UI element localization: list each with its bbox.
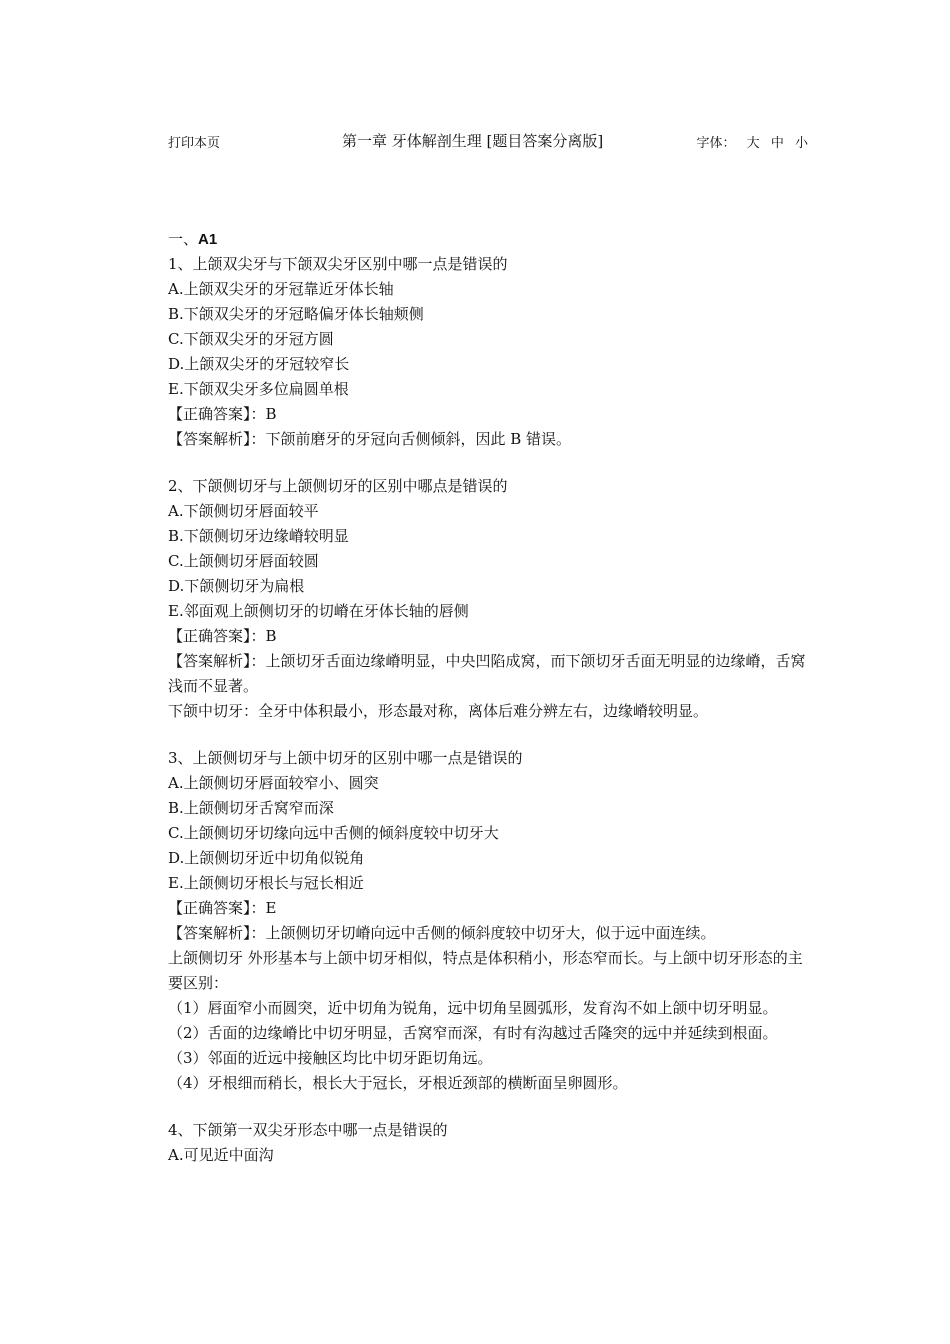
font-large-link[interactable]: 大 bbox=[746, 136, 760, 151]
answer-option: B.上颌侧切牙舌窝窄而深 bbox=[168, 799, 334, 817]
answer-analysis: 上颌侧切牙 外形基本与上颌中切牙相似，特点是体积稍小，形态窄而长。与上颌中切牙形态的主要区别： bbox=[168, 949, 803, 992]
question-block bbox=[168, 474, 810, 724]
answer-option: E.上颌侧切牙根长与冠长相近 bbox=[168, 874, 364, 892]
answer-option: A.可见近中面沟 bbox=[168, 1146, 274, 1164]
question-stem: 4、下颌第一双尖牙形态中哪一点是错误的 bbox=[168, 1121, 448, 1139]
answer-analysis: （4）牙根细而稍长，根长大于冠长，牙根近颈部的横断面呈卵圆形。 bbox=[168, 1074, 628, 1092]
correct-answer: 【正确答案】：E bbox=[168, 899, 277, 917]
answer-option: A.下颌侧切牙唇面较平 bbox=[168, 502, 319, 520]
answer-analysis: 【答案解析】：下颌前磨牙的牙冠向舌侧倾斜，因此 B 错误。 bbox=[168, 430, 572, 448]
question-stem: 2、下颌侧切牙与上颌侧切牙的区别中哪点是错误的 bbox=[168, 477, 508, 495]
question-block bbox=[168, 746, 810, 1096]
question-block bbox=[168, 1118, 810, 1168]
answer-analysis: （2）舌面的边缘嵴比中切牙明显，舌窝窄而深，有时有沟越过舌隆突的远中并延续到根面。 bbox=[168, 1024, 778, 1042]
answer-analysis: 【答案解析】：上颌切牙舌面边缘嵴明显，中央凹陷成窝，而下颌切牙舌面无明显的边缘嵴，舌窝浅而不显著。 bbox=[168, 652, 806, 695]
font-medium-link[interactable]: 中 bbox=[770, 136, 784, 151]
answer-option: B.下颌双尖牙的牙冠略偏牙体长轴颊侧 bbox=[168, 305, 424, 323]
document-title: 第一章 牙体解剖生理 [题目答案分离版] bbox=[342, 132, 604, 150]
answer-option: D.上颌侧切牙近中切角似锐角 bbox=[168, 849, 365, 867]
print-page-link[interactable]: 打印本页 bbox=[168, 136, 221, 151]
font-small-link[interactable]: 小 bbox=[794, 136, 808, 151]
answer-analysis: 下颌中切牙：全牙中体积最小，形态最对称，离体后难分辨左右，边缘嵴较明显。 bbox=[168, 702, 709, 720]
answer-analysis: 【答案解析】：上颌侧切牙切嵴向远中舌侧的倾斜度较中切牙大，似于远中面连续。 bbox=[168, 924, 716, 942]
font-size-label: 字体： bbox=[696, 136, 736, 151]
question-stem: 3、上颌侧切牙与上颌中切牙的区别中哪一点是错误的 bbox=[168, 749, 523, 767]
answer-option: D.上颌双尖牙的牙冠较窄长 bbox=[168, 355, 350, 373]
correct-answer: 【正确答案】：B bbox=[168, 405, 277, 423]
answer-option: A.上颌侧切牙唇面较窄小、圆突 bbox=[168, 774, 379, 792]
document-body bbox=[168, 227, 810, 1190]
answer-option: C.上颌侧切牙唇面较圆 bbox=[168, 552, 319, 570]
font-size-selector bbox=[697, 132, 808, 151]
question-stem: 1、上颌双尖牙与下颌双尖牙区别中哪一点是错误的 bbox=[168, 255, 508, 273]
question-block bbox=[168, 252, 810, 452]
answer-option: E.下颌双尖牙多位扁圆单根 bbox=[168, 380, 349, 398]
answer-analysis: （3）邻面的近远中接触区均比中切牙距切角远。 bbox=[168, 1049, 493, 1067]
answer-option: A.上颌双尖牙的牙冠靠近牙体长轴 bbox=[168, 280, 394, 298]
answer-option: D.下颌侧切牙为扁根 bbox=[168, 577, 305, 595]
answer-option: B.下颌侧切牙边缘嵴较明显 bbox=[168, 527, 349, 545]
answer-option: C.上颌侧切牙切缘向远中舌侧的倾斜度较中切牙大 bbox=[168, 824, 499, 842]
answer-analysis: （1）唇面窄小而圆突，近中切角为锐角，远中切角呈圆弧形，发育沟不如上颌中切牙明显。 bbox=[168, 999, 778, 1017]
answer-option: C.下颌双尖牙的牙冠方圆 bbox=[168, 330, 334, 348]
section-heading: 一、A1 bbox=[168, 230, 218, 248]
answer-option: E.邻面观上颌侧切牙的切嵴在牙体长轴的唇侧 bbox=[168, 602, 469, 620]
correct-answer: 【正确答案】：B bbox=[168, 627, 277, 645]
question-list bbox=[168, 252, 810, 1168]
page-header bbox=[168, 130, 808, 152]
